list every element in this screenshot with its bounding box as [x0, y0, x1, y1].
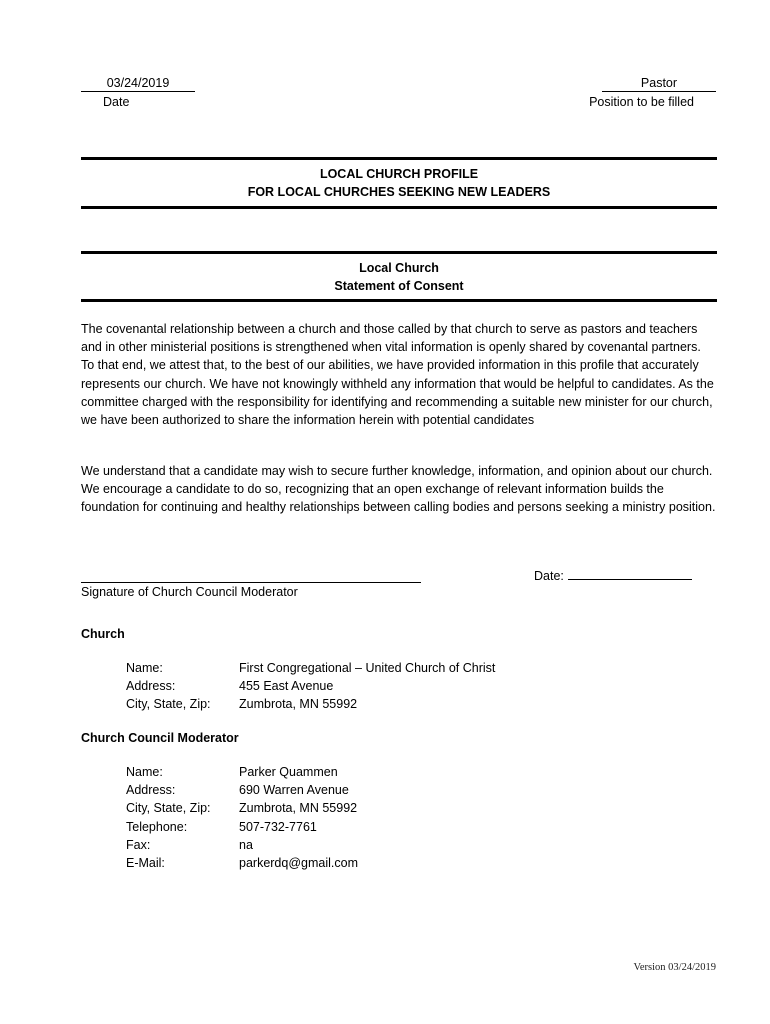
date-value: 03/24/2019 — [81, 76, 195, 92]
moderator-field-label: Telephone: — [126, 819, 188, 834]
church-row — [126, 695, 495, 713]
date-caption: Date — [103, 95, 130, 109]
moderator-row — [126, 818, 358, 836]
subtitle-line-1: Local Church — [359, 261, 439, 275]
church-field-value: Zumbrota, MN 55992 — [239, 697, 358, 712]
consent-paragraph-1: The covenantal relationship between a church and those called by that church to serve as pastors and teachers and in other ministerial positions is strengthened when vital information is openly shared by covenantal partners. To that end, we attest that, to the best of our abilities, we have provided information in this profile that accurately represents our church. We have not knowingly withheld any information that would be helpful to candidates. As the committee charged with the responsibility for identifying and recommending a suitable new minister for our church, we have been authorized to share the information herein with potential candidates — [81, 322, 714, 428]
church-field-value: First Congregational – United Church of Christ — [239, 661, 496, 675]
signature-date-blank — [568, 566, 692, 580]
moderator-field-value: 690 Warren Avenue — [239, 783, 349, 798]
position-caption: Position to be filled — [589, 95, 694, 109]
moderator-field-label: Address: — [126, 783, 176, 798]
moderator-field-value: parkerdq@gmail.com — [239, 856, 358, 871]
moderator-field-label: Name: — [126, 765, 163, 779]
title-line-2: FOR LOCAL CHURCHES SEEKING NEW LEADERS — [247, 185, 551, 199]
position-field — [589, 76, 716, 110]
moderator-field-label: E-Mail: — [126, 856, 165, 871]
church-row — [126, 677, 495, 695]
signature-date-field — [534, 566, 692, 584]
moderator-field-value: na — [239, 837, 253, 852]
position-value: Pastor — [602, 76, 716, 92]
church-field-value: 455 East Avenue — [239, 679, 334, 694]
date-field — [81, 76, 195, 110]
moderator-row — [126, 763, 358, 781]
church-field-label: Name: — [126, 661, 163, 675]
moderator-row — [126, 854, 358, 872]
moderator-row — [126, 781, 358, 799]
moderator-heading: Church Council Moderator — [81, 731, 239, 745]
signature-date-label: Date: — [534, 569, 564, 583]
church-field-label: City, State, Zip: — [126, 697, 211, 712]
church-field-label: Address: — [126, 679, 176, 694]
moderator-field-label: Fax: — [126, 837, 151, 852]
subtitle-line-2: Statement of Consent — [334, 279, 464, 293]
church-heading: Church — [81, 627, 125, 641]
church-info-table — [126, 659, 495, 714]
moderator-info-table — [126, 763, 358, 872]
moderator-row — [126, 836, 358, 854]
version-footer: Version 03/24/2019 — [633, 962, 716, 973]
moderator-row — [126, 799, 358, 817]
signature-line — [81, 582, 421, 583]
title-line-1: LOCAL CHURCH PROFILE — [319, 167, 479, 181]
moderator-field-value: Parker Quammen — [239, 765, 338, 779]
signature-label: Signature of Church Council Moderator — [81, 585, 298, 599]
moderator-field-label: City, State, Zip: — [126, 801, 211, 816]
section-title — [81, 251, 717, 302]
moderator-field-value: Zumbrota, MN 55992 — [239, 801, 358, 816]
document-title — [81, 157, 717, 209]
consent-paragraph-2: We understand that a candidate may wish to secure further knowledge, information, and opinion about our church. We encourage a candidate to do so, recognizing that an open exchange of relevant information builds the foundation for continuing and healthy relationships between calling bodies and persons seeking a ministry position. — [81, 464, 716, 515]
moderator-field-value: 507-732-7761 — [239, 819, 317, 834]
church-row — [126, 659, 495, 677]
